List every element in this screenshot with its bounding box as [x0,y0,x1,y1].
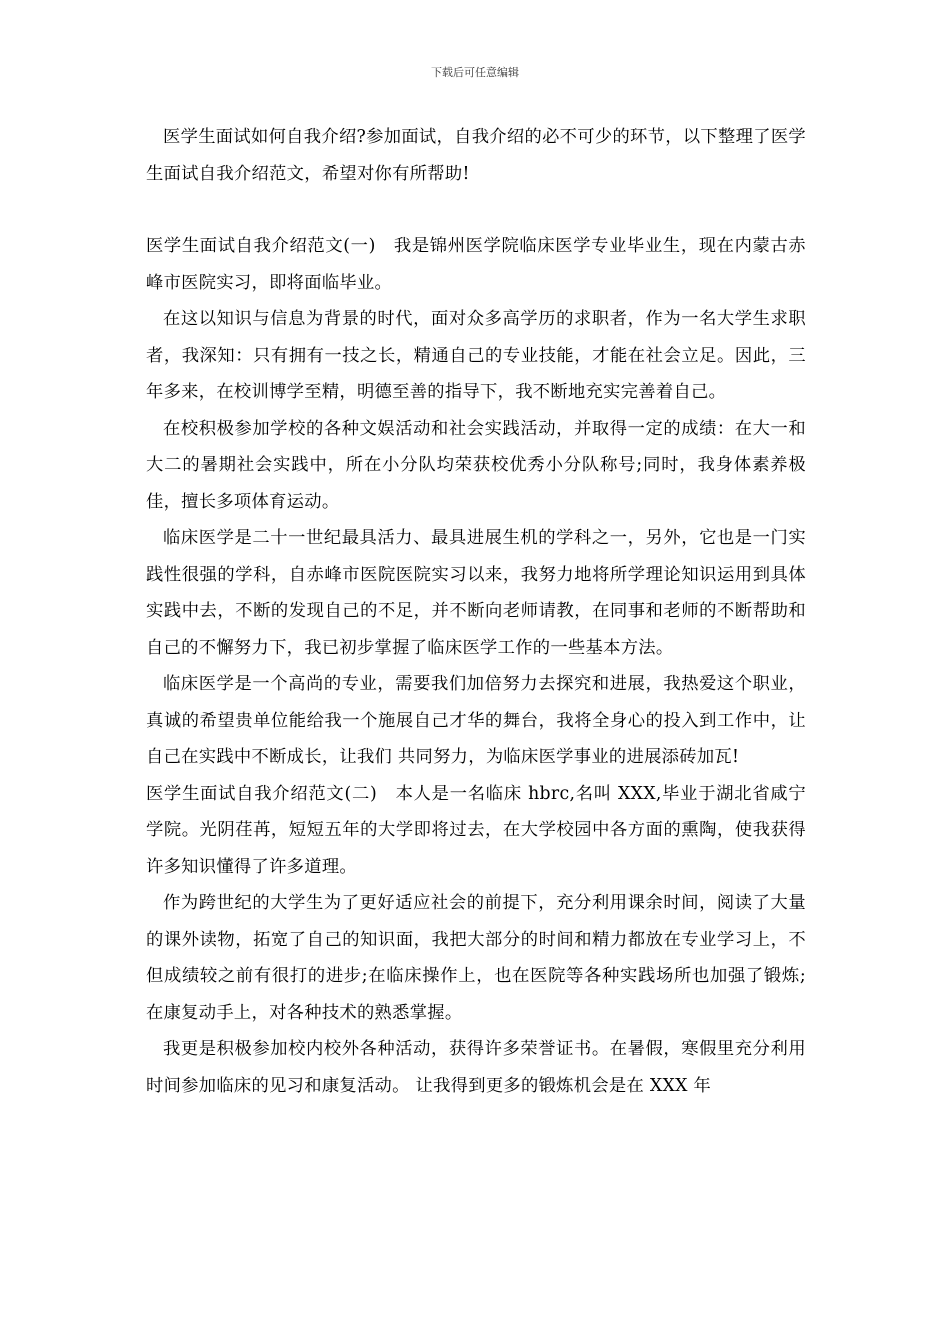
body-paragraph: 临床医学是二十一世纪最具活力、最具进展生机的学科之一，另外，它也是一门实践性很强的学科，自赤峰市医院医院实习以来，我努力地将所学理论知识运用到具体实践中去，不断的发现自己的不足，并不断向老师请教，在同事和老师的不断帮助和自己的不懈努力下，我已初步掌握了临床医学工作的一些基本方法。 [146,528,806,658]
document-body [146,119,806,1104]
sample-two-heading-paragraph: 医学生面试自我介绍范文(二) 本人是一名临床 hbrc,名叫 XXX,毕业于湖北省咸宁学院。光阴荏苒，短短五年的大学即将过去，在大学校园中各方面的熏陶，使我获得许多知识懂得了许多道理。 [146,783,806,877]
paragraph-spacer [146,192,806,228]
body-paragraph: 临床医学是一个高尚的专业，需要我们加倍努力去探究和进展，我热爱这个职业，真诚的希望贵单位能给我一个施展自己才华的舞台，我将全身心的投入到工作中，让自己在实践中不断成长，让我们 共同努力，为临床医学事业的进展添砖加瓦! [146,674,806,767]
body-paragraph: 在校积极参加学校的各种文娱活动和社会实践活动，并取得一定的成绩：在大一和大二的暑期社会实践中，所在小分队均荣获校优秀小分队称号;同时，我身体素养极佳，擅长多项体育运动。 [146,418,806,512]
body-paragraph: 在这以知识与信息为背景的时代，面对众多高学历的求职者，作为一名大学生求职者，我深知：只有拥有一技之长，精通自己的专业技能，才能在社会立足。因此，三年多来，在校训博学至精，明德至善的指导下，我不断地充实完善着自己。 [146,309,806,402]
intro-paragraph: 医学生面试如何自我介绍?参加面试，自我介绍的必不可少的环节，以下整理了医学生面试自我介绍范文，希望对你有所帮助! [146,127,806,184]
page-header: 下载后可任意编辑 [431,66,519,79]
sample-one-heading-paragraph: 医学生面试自我介绍范文(一) 我是锦州医学院临床医学专业毕业生，现在内蒙古赤峰市医院实习，即将面临毕业。 [146,236,806,293]
body-paragraph: 我更是积极参加校内校外各种活动，获得许多荣誉证书。在暑假，寒假里充分利用时间参加临床的见习和康复活动。 让我得到更多的锻炼机会是在 XXX 年 [146,1039,806,1096]
body-paragraph: 作为跨世纪的大学生为了更好适应社会的前提下，充分利用课余时间，阅读了大量的课外读物，拓宽了自己的知识面，我把大部分的时间和精力都放在专业学习上，不但成绩较之前有很打的进步;在临床操作上，也在医院等各种实践场所也加强了锻炼;在康复动手上，对各种技术的熟悉掌握。 [146,893,806,1023]
